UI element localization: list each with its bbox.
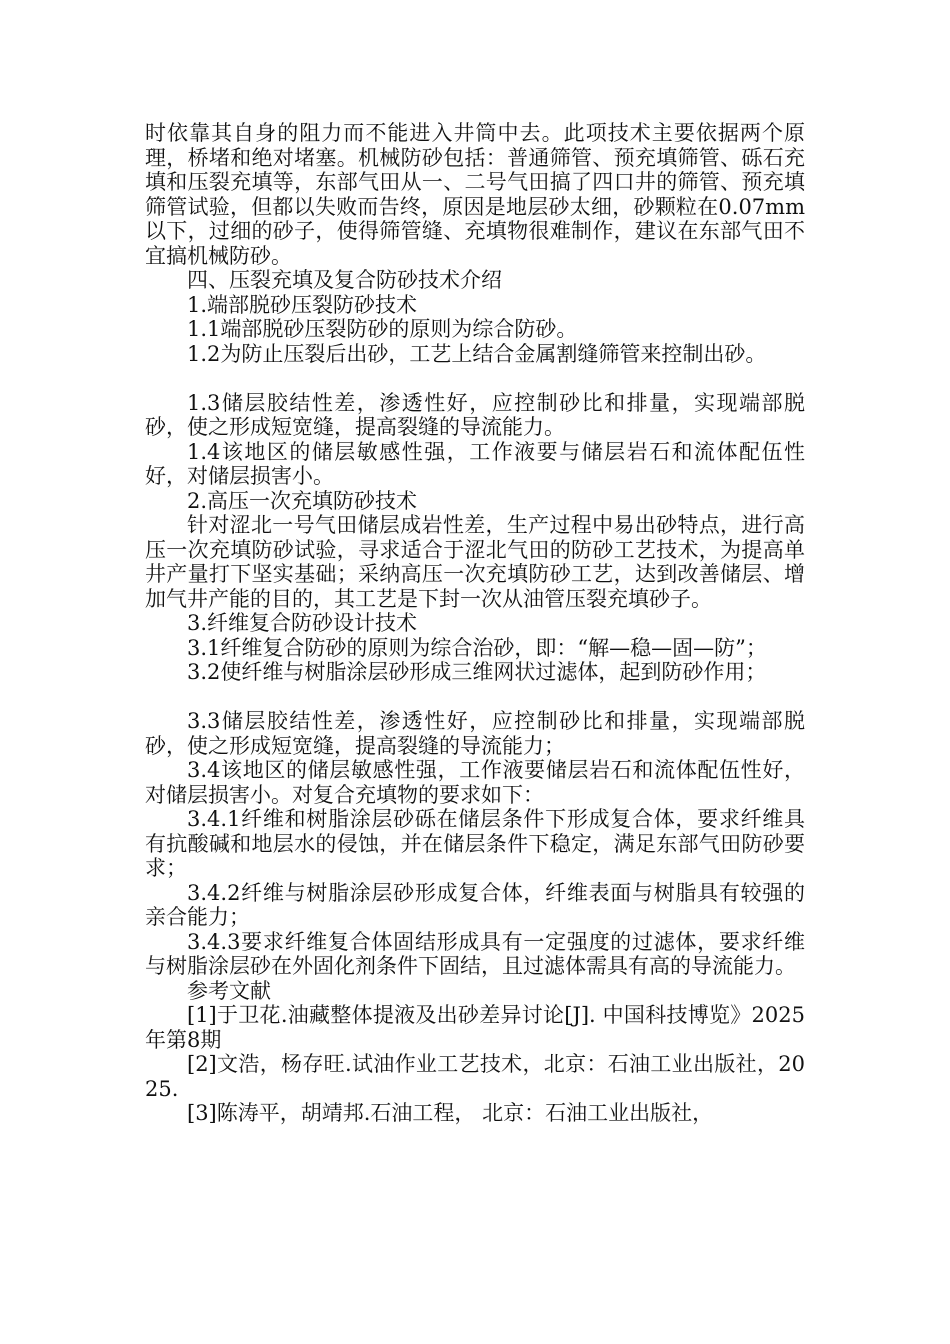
paragraph-1-2: 1.2为防止压裂后出砂，工艺上结合金属割缝筛管来控制出砂。 — [187, 341, 767, 366]
paragraph-3-2: 3.2使纤维与树脂涂层砂形成三维网状过滤体，起到防砂作用； — [187, 660, 767, 684]
subsection-heading-2: 2.高压一次充填防砂技术 — [187, 488, 418, 513]
paragraph-1-3: 1.3储层胶结性差，渗透性好，应控制砂比和排量，实现端部脱砂，使之形成短宽缝，提高裂缝的导流能力。 — [145, 390, 805, 439]
reference-1: [1]于卫花.油藏整体提液及出砂差异讨论[J]. 中国科技博览》2025年第8期 — [145, 1003, 805, 1052]
section-heading-4: 四、压裂充填及复合防砂技术介绍 — [187, 268, 502, 292]
paragraph-1-4: 1.4该地区的储层敏感性强，工作液要与储层岩石和流体配伍性好，对储层损害小。 — [145, 439, 805, 488]
subsection-heading-3: 3.纤维复合防砂设计技术 — [187, 611, 418, 635]
document-body — [145, 121, 805, 1126]
paragraph-3-4: 3.4该地区的储层敏感性强，工作液要储层岩石和流体配伍性好，对储层损害小。对复合充填物的要求如下： — [145, 758, 805, 807]
paragraph-3-3: 3.3储层胶结性差，渗透性好，应控制砂比和排量，实现端部脱砂，使之形成短宽缝，提高裂缝的导流能力； — [145, 709, 805, 758]
paragraph-3-4-2: 3.4.2纤维与树脂涂层砂形成复合体，纤维表面与树脂具有较强的亲合能力； — [145, 880, 805, 929]
paragraph-high-pressure-packing: 针对涩北一号气田储层成岩性差，生产过程中易出砂特点，进行高压一次充填防砂试验，寻求适合于涩北气田的防砂工艺技术，为提高单井产量打下坚实基础；采纳高压一次充填防砂工艺，达到改善储层、增加气井产能的目的，其工艺是下封一次从油管压裂充填砂子。 — [145, 513, 805, 611]
paragraph-3-4-1: 3.4.1纤维和树脂涂层砂砾在储层条件下形成复合体，要求纤维具有抗酸碱和地层水的侵蚀，并在储层条件下稳定，满足东部气田防砂要求； — [145, 807, 805, 880]
references-heading: 参考文献 — [187, 978, 271, 1003]
paragraph-3-1: 3.1纤维复合防砂的原则为综合治砂，即：“解—稳—固—防”； — [187, 635, 767, 660]
subsection-heading-1: 1.端部脱砂压裂防砂技术 — [187, 292, 418, 317]
reference-3: [3]陈涛平，胡靖邦.石油工程， 北京：石油工业出版社， — [187, 1101, 714, 1125]
paragraph-3-4-3: 3.4.3要求纤维复合体固结形成具有一定强度的过滤体，要求纤维与树脂涂层砂在外固化剂条件下固结，且过滤体需具有高的导流能力。 — [145, 929, 805, 978]
reference-2: [2]文浩，杨存旺.试油作业工艺技术，北京：石油工业出版社，2025. — [145, 1052, 805, 1101]
paragraph-1-1: 1.1端部脱砂压裂防砂的原则为综合防砂。 — [187, 317, 578, 341]
paragraph-mechanical-sand-control: 时依靠其自身的阻力而不能进入井筒中去。此项技术主要依据两个原理，桥堵和绝对堵塞。机械防砂包括：普通筛管、预充填筛管、砾石充填和压裂充填等，东部气田从一、二号气田搞了四口井的筛管、预充填筛管试验，但都以失败而告终，原因是地层砂太细，砂颗粒在0.07mm以下，过细的砂子，使得筛管缝、充填物很难制作，建议在东部气田不宜搞机械防砂。 — [145, 121, 805, 268]
